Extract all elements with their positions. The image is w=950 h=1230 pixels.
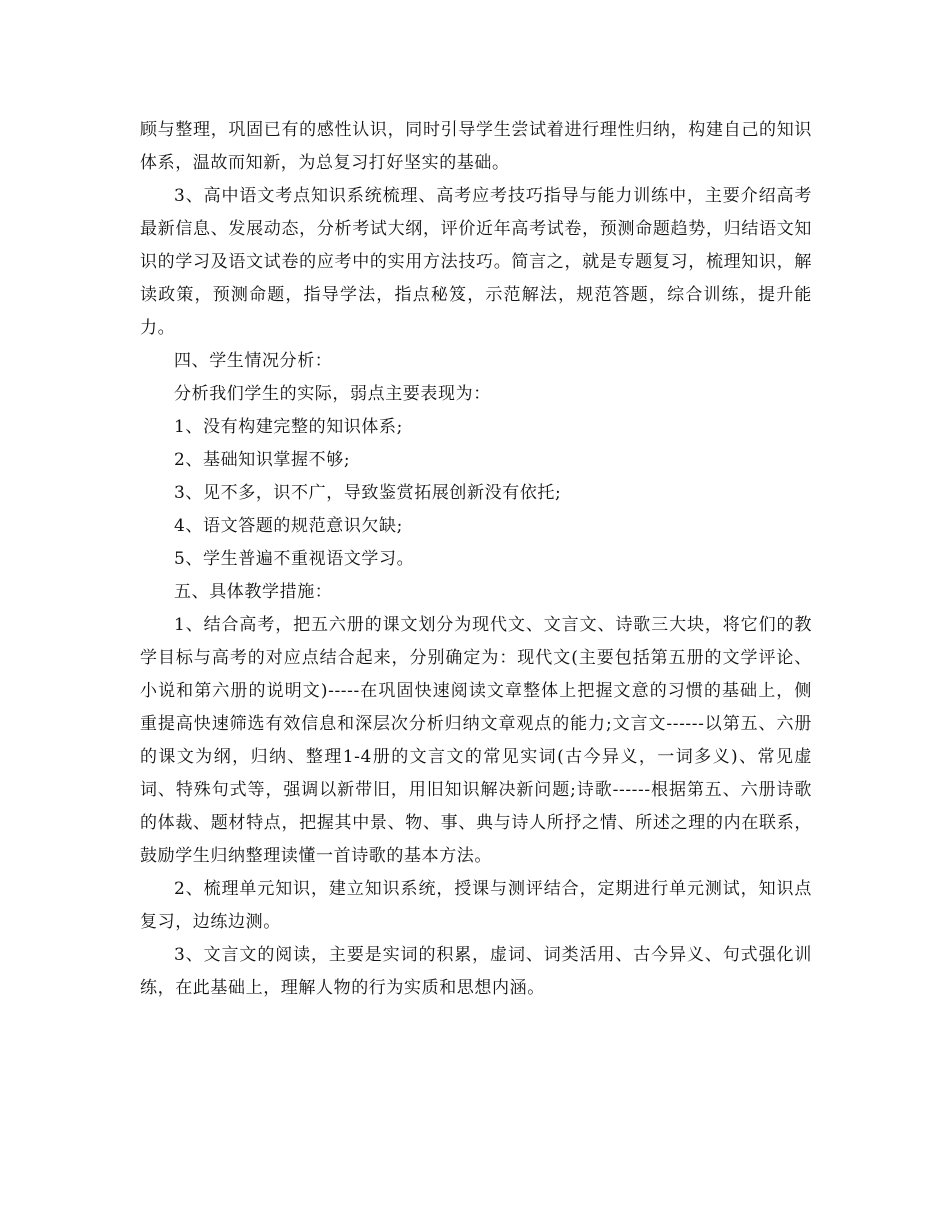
paragraph-measure-2: 2、梳理单元知识，建立知识系统，授课与测评结合，定期进行单元测试，知识点复习，边练边测。 [140, 879, 812, 932]
paragraph-weakness-intro: 分析我们学生的实际，弱点主要表现为： [174, 384, 491, 404]
list-item-weakness-2: 2、基础知识掌握不够; [174, 450, 351, 470]
paragraph-continued-review: 顾与整理，巩固已有的感性认识，同时引导学生尝试着进行理性归纳，构建自己的知识体系，温故而知新，为总复习打好坚实的基础。 [140, 120, 812, 173]
list-item-weakness-5: 5、学生普遍不重视语文学习。 [174, 549, 415, 569]
paragraph-measure-1: 1、结合高考，把五六册的课文划分为现代文、文言文、诗歌三大块，将它们的教学目标与高考的对应点结合起来，分别确定为：现代文(主要包括第五册的文学评论、小说和第六册的说明文)-----在巩固快速阅读文章整体上把握文意的习惯的基础上，侧重提高快速筛选有效信息和深层次分析归纳文章观点的能力;文言文------以第五、六册的课文为纲，归纳、整理1-4册的文言文的常见实词(古今异义，一词多义)、常见虚词、特殊句式等，强调以新带旧，用旧知识解决新问题;诗歌------根据第五、六册诗歌的体裁、题材特点，把握其中景、物、事、典与诗人所抒之情、所述之理的内在联系，鼓励学生归纳整理读懂一首诗歌的基本方法。 [140, 615, 812, 866]
section-heading-teaching-measures: 五、具体教学措施： [174, 582, 333, 602]
section-heading-student-analysis: 四、学生情况分析： [174, 351, 333, 371]
paragraph-item-3-review-plan: 3、高中语文考点知识系统梳理、高考应考技巧指导与能力训练中，主要介绍高考最新信息、发展动态，分析考试大纲，评价近年高考试卷，预测命题趋势，归结语文知识的学习及语文试卷的应考中的实用方法技巧。简言之，就是专题复习，梳理知识，解读政策，预测命题，指导学法，指点秘笈，示范解法，规范答题，综合训练，提升能力。 [140, 186, 812, 338]
list-item-weakness-4: 4、语文答题的规范意识欠缺; [174, 516, 403, 536]
list-item-weakness-1: 1、没有构建完整的知识体系; [174, 417, 403, 437]
document-body [140, 114, 812, 1005]
list-item-weakness-3: 3、见不多，识不广，导致鉴赏拓展创新没有依托; [174, 483, 562, 503]
paragraph-measure-3: 3、文言文的阅读，主要是实词的积累，虚词、词类活用、古今异义、句式强化训练，在此基础上，理解人物的行为实质和思想内涵。 [140, 945, 812, 998]
